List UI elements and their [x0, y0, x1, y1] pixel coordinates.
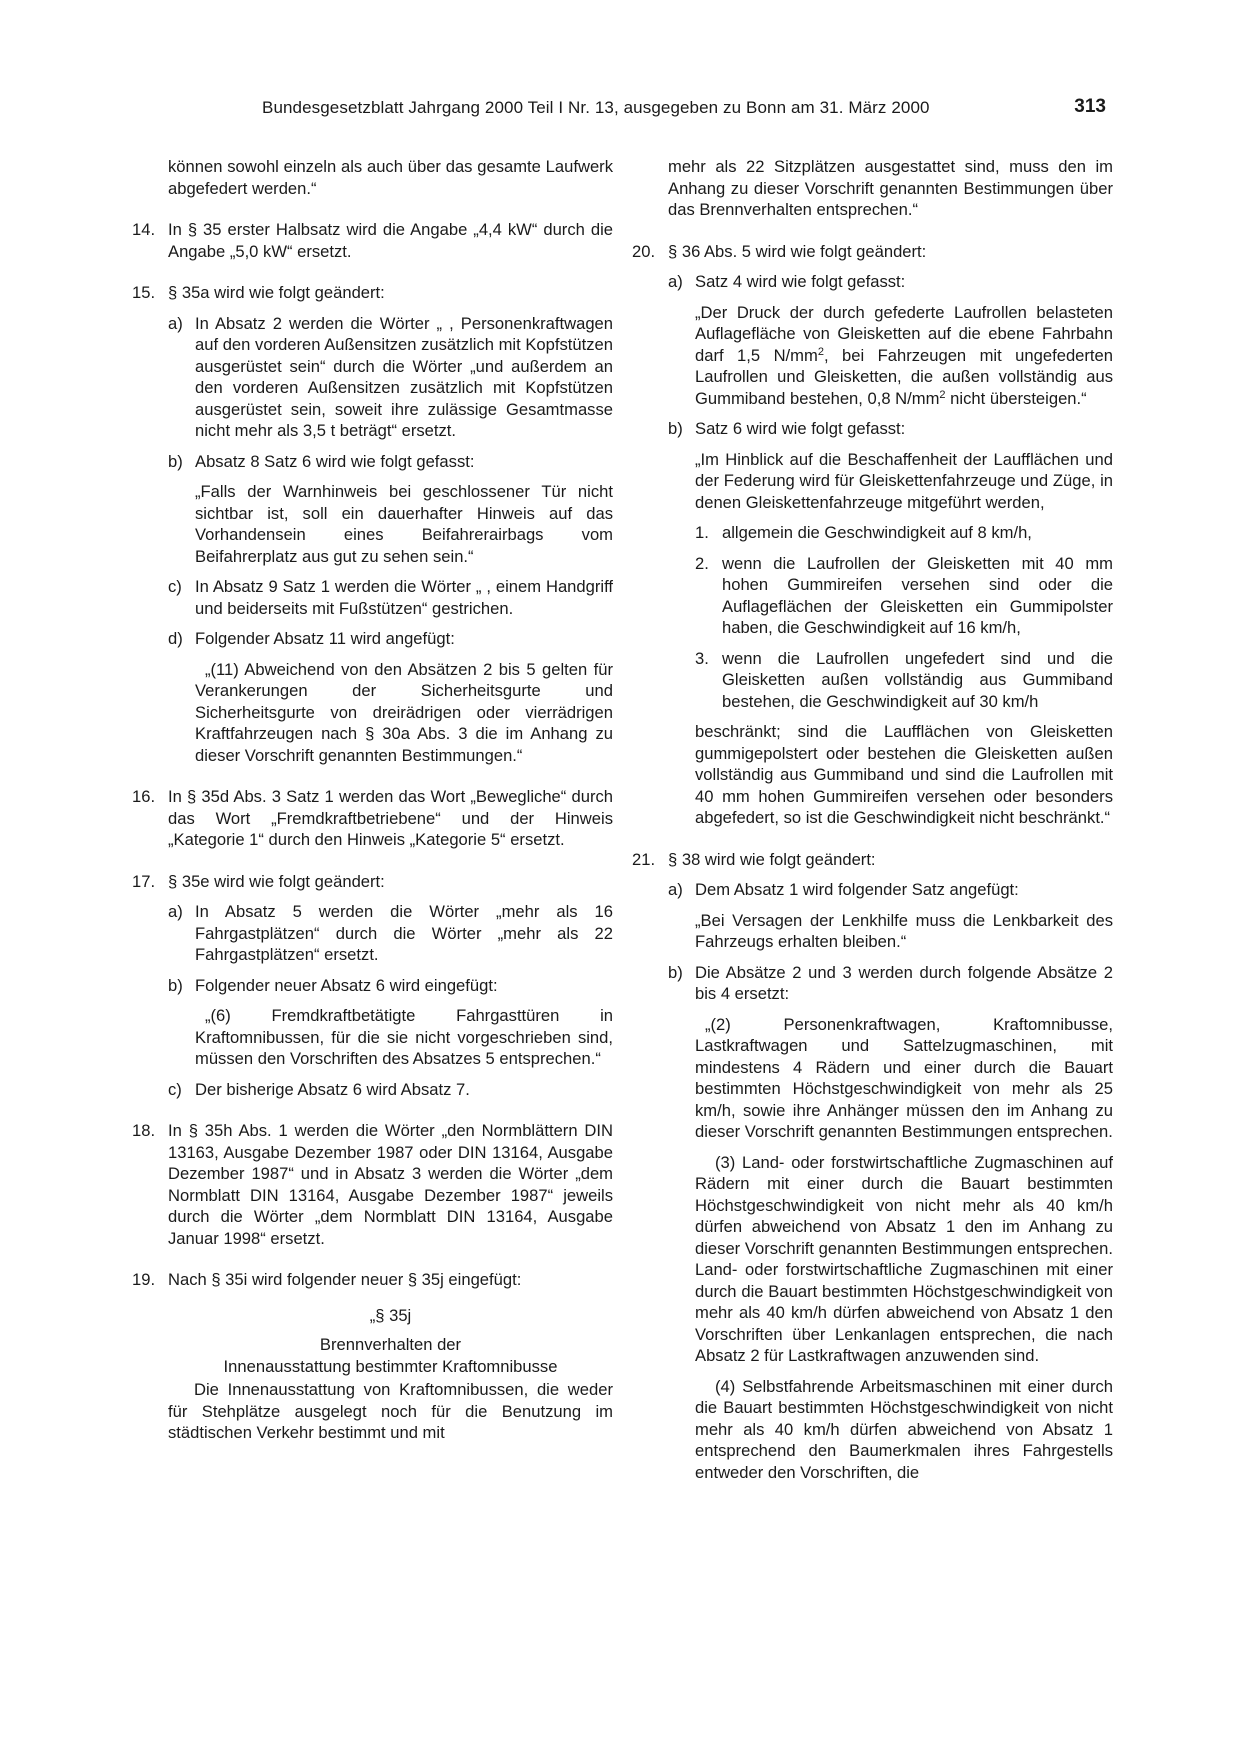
sub-item-c — [168, 1079, 613, 1101]
sub-text: Satz 6 wird wie folgt gefasst: — [695, 419, 906, 438]
sub-letter: a) — [168, 902, 183, 921]
quote-text: „Bei Versagen der Lenkhilfe muss die Lenkbarkeit des Fahrzeugs erhalten bleiben.“ — [695, 910, 1113, 951]
quote-part-2: , bei Fahrzeugen mit ungefederten Laufrollen und Gleisketten, die außen vollständig aus Gummiband bestehen, 0,8 N/mm — [695, 345, 1113, 408]
sub-text: Der bisherige Absatz 6 wird Absatz 7. — [195, 1079, 470, 1099]
item-text: Nach § 35i wird folgender neuer § 35j eingefügt: — [168, 1270, 522, 1289]
item-number: 14. — [132, 220, 156, 239]
item-number: 20. — [632, 241, 656, 261]
quote-text — [695, 302, 1113, 410]
item-number: 21. — [632, 849, 656, 869]
continued-text: mehr als 22 Sitzplätzen ausgestattet sind, muss den im Anhang zu dieser Vorschrift genannten Bestimmungen über das Brennverhalten entsprechen.“ — [668, 157, 1113, 219]
superscript: 2 — [939, 388, 946, 401]
list-item-20 — [632, 241, 1113, 829]
number: 2. — [695, 553, 709, 573]
numbered-item-1 — [695, 522, 1113, 544]
right-column — [632, 156, 1113, 1503]
sub-item-b — [668, 418, 1113, 829]
sub-letter: b) — [668, 962, 683, 982]
numbered-text: allgemein die Geschwindigkeit auf 8 km/h, — [722, 523, 1032, 542]
sub-item-b — [168, 451, 613, 568]
quote-ending: beschränkt; sind die Laufflächen von Gleisketten gummigepolstert oder bestehen die Gleisketten außen vollständig aus Gummiband und sind die Laufrollen mit 40 mm hohen Gummireifen versehen oder besonders abgefedert, so ist die Geschwindigkeit nicht beschränkt.“ — [695, 722, 1113, 827]
list-item-21 — [632, 849, 1113, 1484]
sub-item-c — [168, 576, 613, 619]
quote-part-3: nicht übersteigen.“ — [945, 388, 1087, 408]
list-item-14 — [132, 219, 613, 262]
sub-letter: b) — [668, 419, 683, 438]
continued-text: können sowohl einzeln als auch über das gesamte Laufwerk abgefedert werden.“ — [168, 157, 613, 198]
quote-text: „Im Hinblick auf die Beschaffenheit der Laufflächen und der Federung wird für Gleiskettenfahrzeuge und Züge, in denen Gleiskettenfahrzeuge mitgeführt werden, — [695, 449, 1113, 512]
item-text: § 35e wird wie folgt geändert: — [168, 871, 385, 891]
quote-text: „(11) Abweichend von den Absätzen 2 bis 5 gelten für Verankerungen der Sicherheitsgurte und Sicherheitsgurte von dreirädrigen oder vierrädrigen Kraftfahrzeugen nach § 30a Abs. 3 die im Anhang zu dieser Vorschrift genannten Bestimmungen.“ — [195, 659, 613, 765]
number: 3. — [695, 648, 709, 668]
item-text: In § 35 erster Halbsatz wird die Angabe „4,4 kW“ durch die Angabe „5,0 kW“ ersetzt. — [168, 220, 613, 261]
sub-item-a — [168, 313, 613, 442]
sub-item-a — [168, 901, 613, 966]
quote-paragraph-2: „(2) Personenkraftwagen, Kraftomnibusse, Lastkraftwagen und Sattelzugmaschinen, mit mindestens 4 Rädern und einer durch die Bauart bestimmten Höchstgeschwindigkeit von mehr als 25 km/h, sowie ihre Anhänger müssen den im Anhang zu dieser Vorschrift genannten Bestimmungen entsprechen. — [695, 1014, 1113, 1141]
item-number: 17. — [132, 871, 156, 891]
item-number: 19. — [132, 1270, 156, 1289]
number: 1. — [695, 523, 709, 542]
sub-letter: b) — [168, 451, 183, 471]
sub-letter: c) — [168, 1079, 182, 1099]
numbered-item-3 — [695, 648, 1113, 713]
item-number: 18. — [132, 1121, 156, 1140]
quote-part-1: „Der Druck der durch gefederte Laufrollen belasteten Auflagefläche von Gleisketten auf die ebene Fahrbahn darf 1,5 N/mm — [695, 302, 1113, 365]
item-text: § 36 Abs. 5 wird wie folgt geändert: — [668, 241, 927, 261]
sub-item-d — [168, 628, 613, 766]
left-column — [132, 156, 613, 1464]
sub-text: Absatz 8 Satz 6 wird wie folgt gefasst: — [195, 451, 475, 471]
item-text: In § 35d Abs. 3 Satz 1 werden das Wort „Bewegliche“ durch das Wort „Fremdkraftbetriebene“ und der Hinweis „Kategorie 1“ durch den Hinweis „Kategorie 5“ ersetzt. — [168, 787, 613, 849]
sub-text: Folgender neuer Absatz 6 wird eingefügt: — [195, 975, 498, 995]
sub-text: Dem Absatz 1 wird folgender Satz angefügt: — [695, 880, 1019, 899]
quote-paragraph-4: (4) Selbstfahrende Arbeitsmaschinen mit einer durch die Bauart bestimmten Höchstgeschwindigkeit von nicht mehr als 40 km/h dürfen abweichend von Absatz 1 entsprechend den Baumerkmalen ihres Fahrgestells entweder den Vorschriften, die — [695, 1376, 1113, 1482]
superscript: 2 — [817, 345, 824, 358]
sub-item-a — [668, 271, 1113, 409]
quote-text: „Falls der Warnhinweis bei geschlossener Tür nicht sichtbar ist, soll ein dauerhafter Hinweis auf das Vorhandensein eines Beifahrerairbags vom Beifahrerplatz aus gut zu sehen sein.“ — [195, 482, 613, 566]
sub-letter: d) — [168, 629, 183, 648]
list-item-16 — [132, 786, 613, 851]
sub-text: Folgender Absatz 11 wird angefügt: — [195, 629, 455, 648]
sub-item-a — [668, 879, 1113, 953]
page-header — [0, 98, 1240, 126]
list-item-15 — [132, 282, 613, 766]
quote-text: „(6) Fremdkraftbetätigte Fahrgasttüren in Kraftomnibussen, für die sie nicht vorgeschrieben sind, müssen den Vorschriften des Absatzes 5 entsprechen.“ — [195, 1006, 613, 1068]
sub-letter: a) — [168, 313, 183, 333]
sub-text: In Absatz 2 werden die Wörter „ , Personenkraftwagen auf den vorderen Außensitzen zusätzlich mit Kopfstützen ausgerüstet sein“ durch die Wörter „und außerdem an den vorderen Außensitzen zusätzlich mit Kopfstützen ausgerüstet sein, soweit ihre zulässige Gesamtmasse nicht mehr als 3,5 t beträgt“ ersetzt. — [195, 313, 613, 440]
list-item-19 — [132, 1269, 613, 1444]
section-number: „§ 35j — [369, 1305, 412, 1325]
sub-letter: b) — [168, 975, 183, 995]
sub-item-b — [168, 975, 613, 1070]
list-item-18 — [132, 1120, 613, 1249]
page-number: 313 — [1074, 96, 1106, 117]
section-title-line-2: Innenausstattung bestimmter Kraftomnibusse — [223, 1356, 558, 1376]
sub-letter: a) — [668, 880, 683, 899]
quote-paragraph-3: (3) Land- oder forstwirtschaftliche Zugmaschinen auf Rädern mit einer durch die Bauart bestimmten Höchstgeschwindigkeit von nicht mehr als 40 km/h dürfen abweichend von Absatz 1 den im Anhang zu dieser Vorschrift genannten Bestimmungen entsprechen. Land- oder forstwirtschaftliche Zugmaschinen mit einer durch die Bauart bestimmten Höchstgeschwindigkeit von mehr als 40 km/h dürfen abweichend von Absatz 1 den Vorschriften über Lenkanlagen entsprechen, die nach Absatz 2 für Lastkraftwagen anzuwenden sind. — [695, 1152, 1113, 1365]
sub-letter: a) — [668, 272, 683, 291]
sub-text: In Absatz 9 Satz 1 werden die Wörter „ , einem Handgriff und beiderseits mit Fußstützen“ gestrichen. — [195, 577, 613, 618]
numbered-text: wenn die Laufrollen ungefedert sind und die Gleisketten außen vollständig aus Gummiband bestehen, die Geschwindigkeit auf 30 km/h — [722, 648, 1113, 711]
numbered-text: wenn die Laufrollen der Gleisketten mit 40 mm hohen Gummireifen versehen sind oder die Auflageflächen der Gleisketten ein Gummipolster haben, die Geschwindigkeit auf 16 km/h, — [722, 553, 1113, 637]
item-text: In § 35h Abs. 1 werden die Wörter „den Normblättern DIN 13163, Ausgabe Dezember 1987 oder DIN 13164, Ausgabe Dezember 1987“ und in Absatz 3 werden die Wörter „dem Normblatt DIN 13164, Ausgabe Dezember 1987“ jeweils durch die Wörter „dem Normblatt DIN 13164, Ausgabe Januar 1998“ ersetzt. — [168, 1121, 613, 1248]
section-title-line-1: Brennverhalten der — [319, 1335, 462, 1354]
item-number: 16. — [132, 787, 156, 806]
sub-text: Die Absätze 2 und 3 werden durch folgende Absätze 2 bis 4 ersetzt: — [695, 962, 1113, 1003]
sub-text: Satz 4 wird wie folgt gefasst: — [695, 272, 906, 291]
list-item-17 — [132, 871, 613, 1101]
item-text: § 35a wird wie folgt geändert: — [168, 283, 385, 302]
item-number: 15. — [132, 283, 156, 302]
sub-item-b — [668, 962, 1113, 1484]
sub-letter: c) — [168, 577, 182, 596]
running-header: Bundesgesetzblatt Jahrgang 2000 Teil I Nr. 13, ausgegeben zu Bonn am 31. März 2000 — [262, 98, 930, 117]
item-text: § 38 wird wie folgt geändert: — [668, 849, 876, 869]
sub-text: In Absatz 5 werden die Wörter „mehr als 16 Fahrgastplätzen“ durch die Wörter „mehr als 22 Fahrgastplätzen“ ersetzt. — [195, 902, 613, 964]
numbered-item-2 — [695, 553, 1113, 639]
section-paragraph: Die Innenausstattung von Kraftomnibussen, die weder für Stehplätze ausgelegt noch für die Benutzung im städtischen Verkehr bestimmt und mit — [168, 1380, 613, 1442]
